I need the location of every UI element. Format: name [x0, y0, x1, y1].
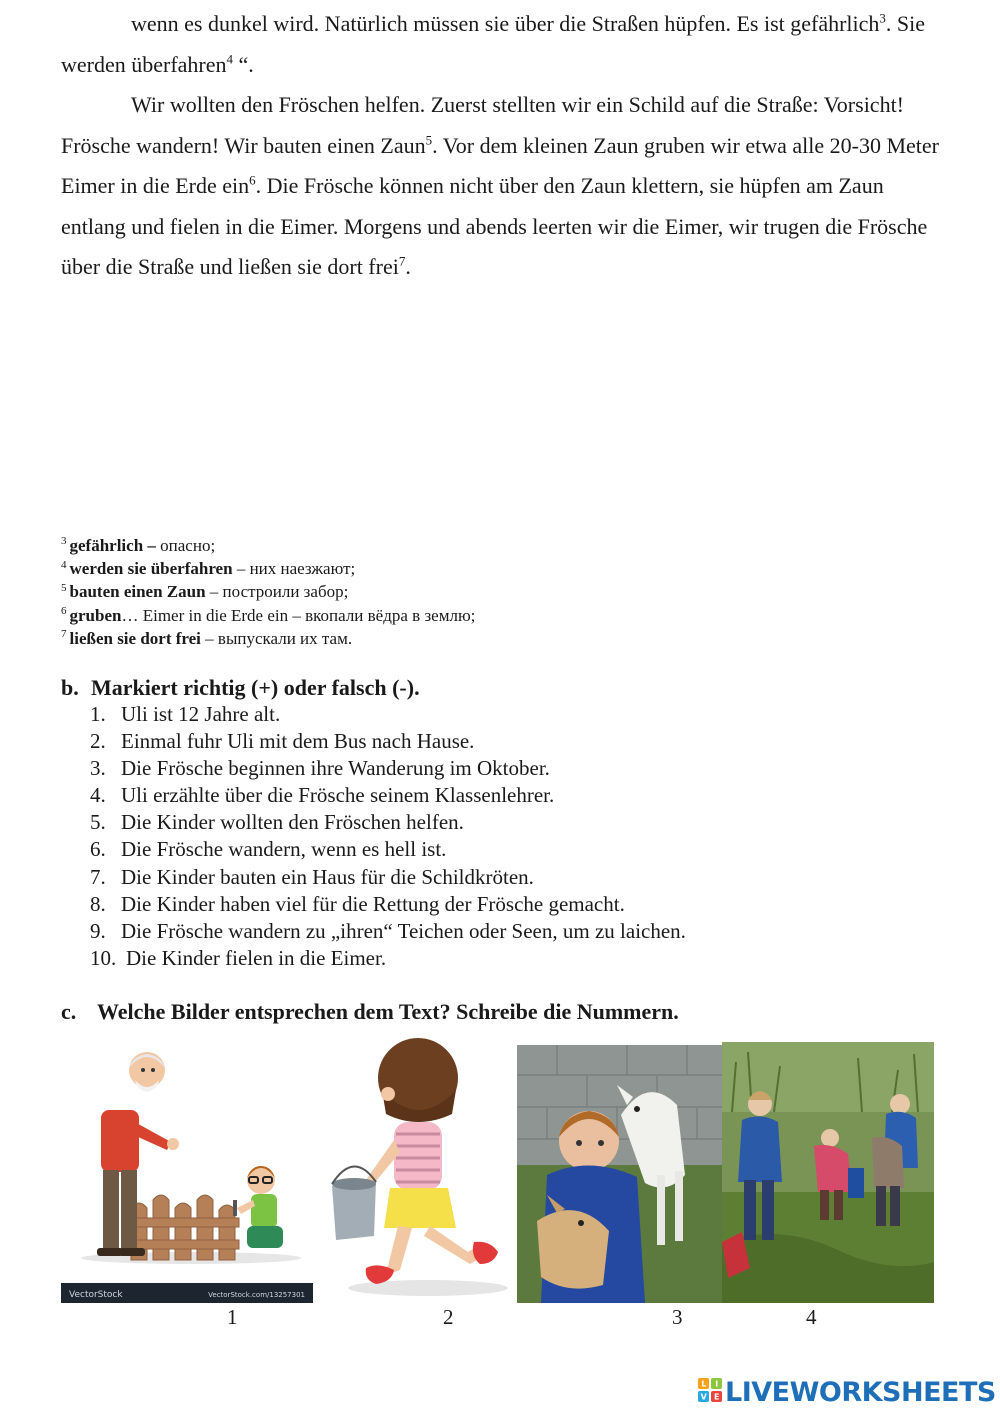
- footnote: [61, 557, 941, 580]
- footnote-mark: 3: [879, 10, 886, 26]
- statement-number: 1.: [90, 702, 106, 726]
- statement-item: [90, 864, 961, 891]
- picture-4: [722, 1042, 934, 1303]
- footnotes: [61, 534, 941, 650]
- footnote-mark: 5: [425, 132, 433, 148]
- exercise-b: [61, 674, 961, 972]
- story-segment: .: [405, 254, 411, 279]
- vectorstock-ref-text: VectorStock.com/13257301: [208, 1291, 305, 1299]
- footnote-number: 5: [61, 581, 67, 594]
- footnote-gloss: – них наезжают;: [232, 559, 356, 579]
- picture-number-4: 4: [806, 1305, 817, 1329]
- statement-text: Die Kinder bauten ein Haus für die Schildkröten.: [121, 864, 534, 889]
- statement-number: 7.: [90, 864, 106, 889]
- logo-letter-l: L: [701, 1379, 706, 1389]
- logo-letter-e: E: [714, 1392, 719, 1402]
- footnote-number: 6: [61, 604, 67, 617]
- footnote-number: 7: [61, 628, 67, 641]
- picture-2: [318, 1030, 512, 1303]
- statement-number: 6.: [90, 837, 106, 862]
- boy-with-goats-photo: [517, 1045, 722, 1303]
- exercise-c: [61, 998, 961, 1025]
- story-segment: “.: [233, 51, 254, 77]
- statement-number: 9.: [90, 918, 106, 943]
- story-text: [61, 4, 941, 288]
- statement-item: [90, 945, 961, 972]
- footnote-mark: 6: [249, 172, 256, 188]
- girl-with-bucket-illustration: [318, 1030, 512, 1303]
- statement-item: [90, 782, 961, 809]
- exercise-c-heading: [61, 998, 961, 1025]
- statement-item: [90, 836, 961, 863]
- statement-text: Die Frösche beginnen ihre Wanderung im Oktober.: [121, 756, 550, 781]
- statement-number: 5.: [90, 810, 106, 835]
- children-in-field-photo: [722, 1042, 934, 1303]
- footnote-term: gruben: [69, 605, 122, 625]
- statement-list: [61, 701, 961, 972]
- statement-text: Uli ist 12 Jahre alt.: [121, 702, 281, 726]
- vectorstock-brand-text: VectorStock: [69, 1290, 123, 1300]
- footnote-number: 3: [61, 535, 67, 548]
- story-segment: . Vor dem kleinen Zaun gruben wir etwa alle 20-30 Meter Eimer in die Erde ein: [61, 132, 940, 198]
- grandfather-fence-illustration: [61, 1040, 313, 1303]
- statement-text: Die Kinder haben viel für die Rettung der Frösche gemacht.: [121, 891, 625, 916]
- story-line: wenn es dunkel wird. Natürlich müssen sie über die Straßen hüpfen. Es ist: [131, 11, 785, 36]
- logo-letter-i: I: [715, 1379, 718, 1389]
- footnote: [61, 627, 941, 650]
- footnote-gloss: – выпускали их там.: [200, 628, 353, 648]
- footnote: [61, 604, 941, 627]
- statement-number: 10.: [90, 945, 117, 970]
- statement-number: 8.: [90, 891, 106, 916]
- statement-text: Uli erzählte über die Frösche seinem Klassenlehrer.: [121, 783, 555, 808]
- statement-text: Einmal fuhr Uli mit dem Bus nach Hause.: [121, 729, 475, 754]
- liveworksheets-brand: [698, 1378, 998, 1408]
- statement-text: Die Frösche wandern zu „ihren“ Teichen oder Seen, um zu laichen.: [121, 918, 686, 943]
- story-segment: gefährlich: [790, 11, 880, 36]
- exercise-b-heading: [61, 674, 961, 701]
- exercise-title: Welche Bilder entsprechen dem Text? Schreibe die Nummern.: [97, 999, 679, 1024]
- footnote-term: bauten einen Zaun: [69, 582, 206, 602]
- statement-item: [90, 728, 961, 755]
- statement-item: [90, 755, 961, 782]
- liveworksheets-brand-name: LIVEWORKSHEETS: [725, 1377, 996, 1408]
- picture-1: [61, 1040, 313, 1303]
- statement-item: [90, 809, 961, 836]
- statement-number: 4.: [90, 783, 106, 808]
- picture-number-3: 3: [672, 1305, 683, 1329]
- story-segment: . Sie werden überfahren: [61, 11, 926, 77]
- story-segment: Wir wollten den Fröschen helfen. Zuerst stellten wir ein Schild auf die Straße: Vorsicht! Frösche wandern! Wir bauten einen Zaun: [61, 92, 905, 158]
- statement-number: 2.: [90, 729, 106, 754]
- picture-3: [517, 1045, 722, 1303]
- footnote-mark: 4: [226, 51, 234, 67]
- footnote-number: 4: [61, 558, 67, 571]
- statement-text: Die Kinder fielen in die Eimer.: [126, 945, 387, 970]
- story-segment: . Die Frösche können nicht über den Zaun klettern, sie hüpfen am Zaun entlang und fielen in die Eimer. Morgens und abends leerten wir die Eimer, wir trugen die Frösche über die Straße und ließen sie dort frei: [61, 173, 928, 279]
- statement-item: [90, 918, 961, 945]
- exercise-label: b.: [61, 675, 79, 700]
- statement-number: 3.: [90, 756, 106, 781]
- footnote-term: werden sie überfahren: [69, 559, 233, 579]
- footnote-gloss: опасно;: [155, 536, 216, 555]
- logo-letter-v: V: [700, 1392, 707, 1402]
- footnote-term: gefährlich –: [69, 536, 156, 555]
- footnote: [61, 580, 941, 603]
- liveworksheets-logo-letters: [701, 1380, 719, 1402]
- picture-number-1: 1: [227, 1305, 238, 1329]
- exercise-label: c.: [61, 999, 77, 1024]
- picture-number-2: 2: [443, 1305, 454, 1329]
- footnote-term: ließen sie dort frei: [69, 628, 201, 648]
- footnote-mark: 7: [398, 253, 406, 269]
- footnote-gloss: … Eimer in die Erde ein – вкопали вёдра в землю;: [121, 605, 476, 625]
- statement-text: Die Kinder wollten den Fröschen helfen.: [121, 810, 464, 835]
- story-paragraph-1: [61, 4, 941, 85]
- statement-text: Die Frösche wandern, wenn es hell ist.: [121, 837, 447, 862]
- statement-item: [90, 891, 961, 918]
- footnote-gloss: – построили забор;: [205, 582, 349, 602]
- story-paragraph-2: [61, 85, 941, 288]
- liveworksheets-logo-icon: [698, 1378, 722, 1409]
- footnote: [61, 534, 941, 557]
- exercise-title: Markiert richtig (+) oder falsch (-).: [91, 675, 420, 700]
- statement-item: [90, 701, 961, 728]
